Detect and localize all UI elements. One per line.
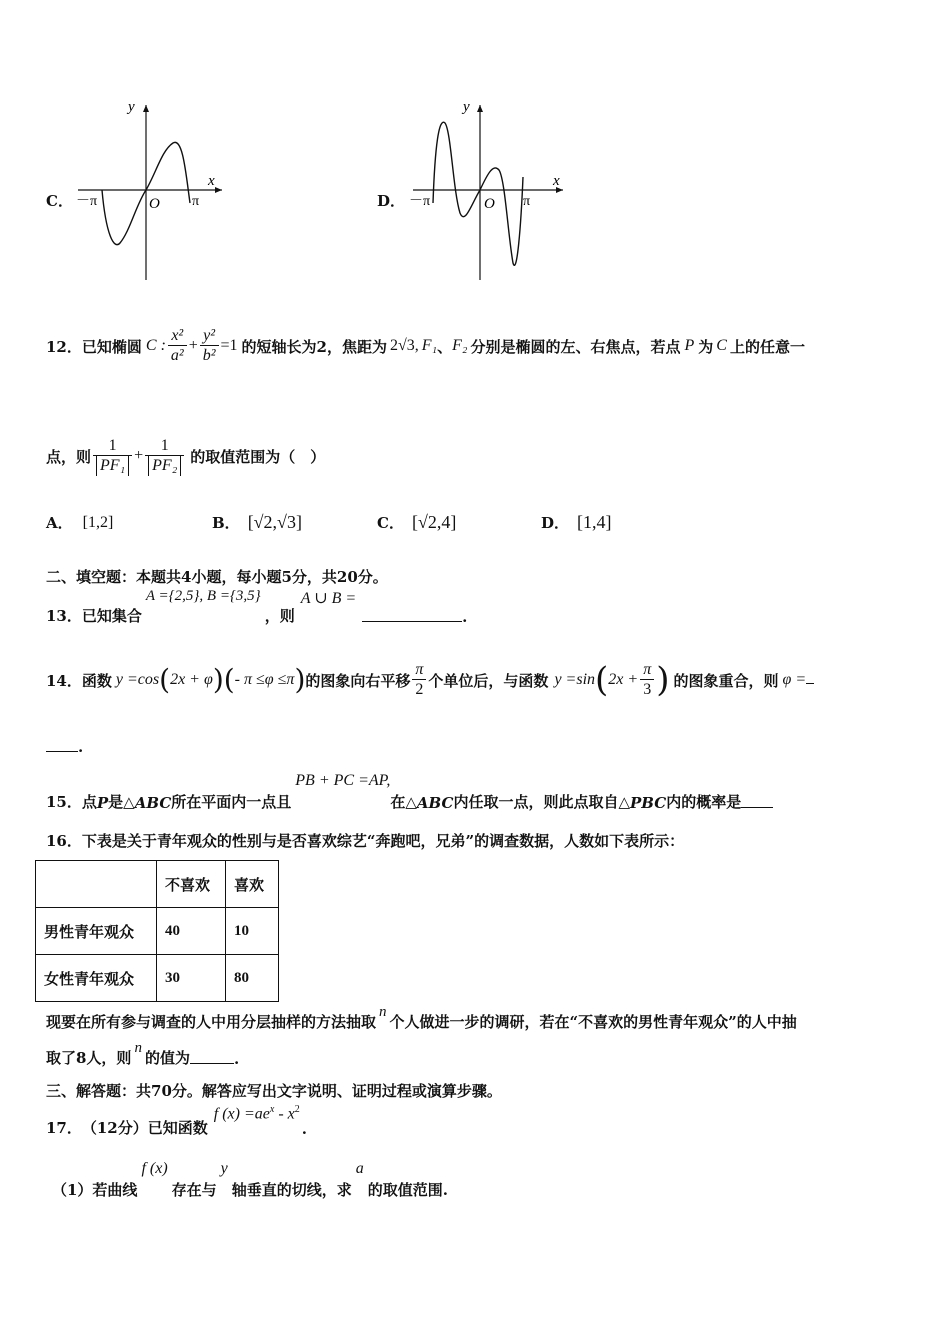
q15-number: 15． [46,793,82,811]
q12-focal: 2√3, [390,337,419,354]
table-row [36,908,279,955]
q14-frac-pi3 [640,661,654,700]
q14-line1: 14． 函数 y =cos ( 2x + φ )( - π ≤φ ≤π ) 的图象向右平移 $\frac{\pi}{2}$ 个单位后，与函数 y =sin ( 2x + $\frac{\pi}{3}$ ) 的图象重合，则 φ = [46,652,814,708]
option-c-label: C． [46,192,73,210]
q13-union: A ∪ B = [300,590,357,607]
graph-c [70,95,230,285]
q14-arg: 2x + φ [170,671,213,688]
table-cell: 男性青年观众 [36,908,157,955]
q12-frac-pf1 [93,437,132,476]
q12-text6: 点，则 [46,447,92,466]
q12-frac-pf2-den: PF₂ [148,456,181,476]
q14-text2: 的图象向右平移 [305,671,411,690]
q17-end: . [301,1120,307,1138]
table-header-cell: 不喜欢 [157,861,226,908]
q16-text3: 个人做进一步的调研，若在“不喜欢的男性青年观众”的人中抽 [389,1013,797,1031]
q12-c: C [716,337,727,354]
q14-frac-pi3-den: 3 [640,679,654,700]
graph-c-pi: π [192,194,200,209]
q12-frac-y-den: b² [200,345,219,366]
q17-part1-text4: 的取值范围. [367,1181,449,1199]
q16-table [35,860,279,1002]
q12-frac-y [200,327,219,366]
graph-d [405,95,575,285]
q12-plus2: + [134,447,144,464]
section3-heading: 三、解答题：共70分。解答应写出文字说明、证明过程或演算步骤。 [46,1082,502,1100]
q12-text4: 为 [698,337,714,356]
q12-line1 [46,318,805,374]
graph-c-x-label: x [208,173,215,189]
q12-text5: 上的任意一 [729,337,805,356]
q16-text2: 现要在所有参与调查的人中用分层抽样的方法抽取 [46,1013,377,1031]
q12-option-c-value: [√2,4] [411,512,457,532]
q15-abc: ABC [134,794,172,812]
q12-text7: 的取值范围为（ ） [190,447,326,466]
section2-heading: 二、填空题：本题共4小题，每小题5分，共20分。 [46,568,388,586]
q14-answer-blank-start[interactable] [806,683,814,684]
q16-text5: 的值为 [144,1049,190,1067]
q17-line [46,1104,307,1138]
q12-option-c-label: C． [377,514,404,532]
table-cell: 80 [226,955,279,1002]
option-d-label: D． [377,192,406,210]
q15-eq: PB + PC =AP, [295,772,391,789]
q17-part1-text3: 轴垂直的切线，求 [231,1181,352,1199]
q14-number: 14． [46,671,82,690]
q12-frac-pf2-num: 1 [160,436,169,454]
q17-number: 17． [46,1119,82,1137]
q13-text1: 已知集合 [81,607,142,625]
q17-func-exp: x [269,1104,275,1115]
q17-func [214,1104,300,1123]
q15-p: P [96,794,109,812]
q12-option-d-value: [1,4] [577,512,612,532]
q12-p: P [684,337,695,354]
q12-frac-x-num: x² [171,326,184,344]
q12-option-b[interactable] [212,512,302,533]
q17-y: y [220,1160,228,1177]
q12-line2 [46,426,325,486]
q15-line [46,772,773,812]
q17-part1-label: （1）若曲线 [52,1181,138,1199]
graph-c-neg-pi: －π [76,194,98,209]
table-cell: 30 [157,955,226,1002]
q13-sets: A ={2,5}, B ={3,5} [145,588,261,604]
q16-line2 [46,1004,797,1032]
q14-text3: 个单位后，与函数 [428,671,549,690]
q12-option-d[interactable] [541,512,612,533]
q17-part1-text2: 存在与 [171,1181,217,1199]
q16-number: 16． [46,832,82,850]
q12-text2: 的短轴长为2，焦距为 [241,337,387,356]
q15-text3: 所在平面内一点且 [171,793,292,811]
table-header-cell: 喜欢 [226,861,279,908]
q12-plus: + [188,337,198,354]
q17-fx: f (x) [141,1160,168,1177]
q15-answer-blank[interactable] [741,807,773,808]
q17-a: a [355,1160,364,1177]
q16-text1: 下表是关于青年观众的性别与是否喜欢综艺“奔跑吧，兄弟”的调查数据，人数如下表所示： [81,832,685,850]
q15-pbc: PBC [630,794,667,812]
table-header-row [36,861,279,908]
q14-func2: y =sin [554,671,596,688]
q12-ellipse-name: C : [145,337,166,354]
q12-option-b-value: [√2,√3] [247,512,302,532]
q17-func-main: f (x) =ae [213,1105,270,1123]
q16-line3 [46,1040,239,1068]
q13-line [46,588,467,626]
table-cell: 10 [226,908,279,955]
q14-range: - π ≤φ ≤π [234,671,295,688]
q13-answer-blank[interactable] [362,621,462,622]
q14-func: y =cos [115,671,160,688]
q12-f2: F₂ [452,337,468,354]
q14-frac-shift-den: 2 [412,679,426,700]
q15-text2: 是△ [108,793,135,811]
q12-eq1: =1 [220,337,238,354]
q16-text4: 取了8人，则 [46,1049,132,1067]
table-row [36,955,279,1002]
q14-end: . [78,738,84,756]
q12-option-b-label: B． [212,514,240,532]
q16-line1 [46,830,684,851]
q12-text1: 已知椭圆 [81,337,142,356]
q12-text3: 分别是椭圆的左、右焦点，若点 [470,337,681,356]
q15-abc2: ABC [416,794,454,812]
q14-text1: 函数 [81,671,112,690]
q15-text6: 内的概率是 [666,793,742,811]
q12-option-a[interactable] [46,512,113,533]
graph-d-pi: π [523,194,531,209]
q12-sep: 、 [437,337,453,356]
table-cell: 女性青年观众 [36,955,157,1002]
graph-d-curve [433,122,523,265]
q12-frac-pf2 [145,437,184,476]
q12-frac-x [168,327,187,366]
q13-end: . [462,608,468,626]
q14-frac-shift [412,661,426,700]
q14-frac-pi3-num: π [643,660,652,678]
graph-c-x-arrow [215,187,222,193]
q12-frac-pf1-den: PF₁ [96,456,129,476]
q17-func-square: 2 [294,1104,300,1115]
q16-n2: n [134,1040,142,1056]
q12-number: 12． [46,337,82,356]
graph-d-y-arrow [477,105,483,112]
graph-c-y-arrow [143,105,149,112]
q14-answer-blank[interactable] [46,751,78,752]
q16-end: . [233,1050,240,1068]
q12-option-a-label: A． [46,514,73,532]
q16-answer-blank[interactable] [190,1063,234,1064]
q12-option-d-label: D． [541,514,570,532]
q12-option-c[interactable] [377,512,456,533]
q14-phi: φ = [782,671,807,688]
q12-option-a-value: [1,2] [82,513,114,531]
q12-frac-y-num: y² [203,326,216,344]
graph-d-x-label: x [553,173,560,189]
q17-func-minus: - x [274,1105,295,1123]
q15-text4: 在△ [390,793,417,811]
q14-line2 [46,738,83,756]
graph-d-y-label: y [463,99,470,115]
q12-f1: F₁ [421,337,438,354]
q15-text1: 点 [81,793,97,811]
q15-text5: 内任取一点，则此点取自△ [453,793,630,811]
q12-frac-pf1-num: 1 [108,436,117,454]
graph-c-y-label: y [128,99,135,115]
graph-c-origin: O [149,196,160,212]
q13-text2: ，则 [264,607,295,625]
q14-arg2: 2x + [608,671,639,688]
q14-text4: 的图象重合，则 [673,671,779,690]
table-cell: 40 [157,908,226,955]
graph-d-neg-pi: －π [409,194,431,209]
q17-part1 [52,1160,448,1200]
q14-frac-shift-num: π [415,660,424,678]
q16-n: n [379,1004,387,1020]
q13-number: 13． [46,607,82,625]
table-header-cell [36,861,157,908]
graph-d-origin: O [484,196,495,212]
q12-frac-x-den: a² [168,345,187,366]
q17-text1: （12分）已知函数 [81,1119,208,1137]
